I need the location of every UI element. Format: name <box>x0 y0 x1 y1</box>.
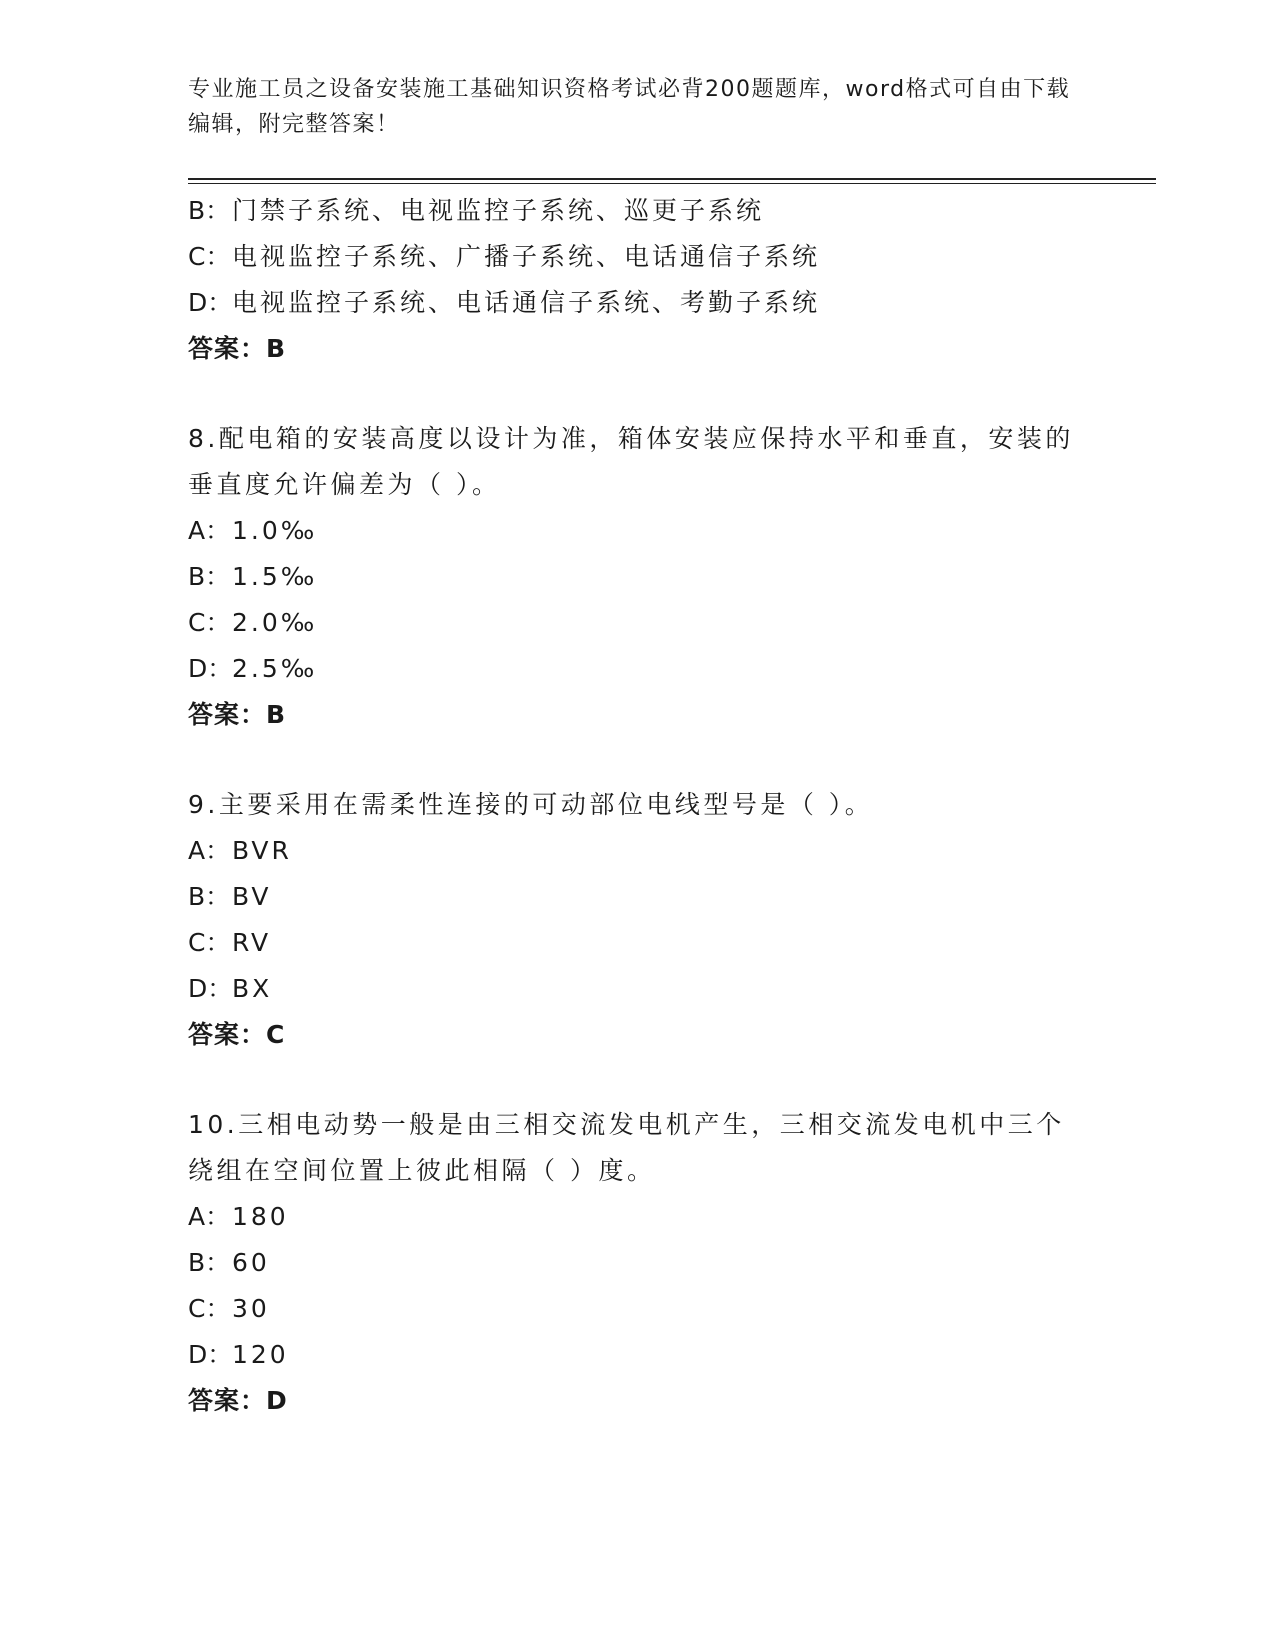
document-header: 专业施工员之设备安装施工基础知识资格考试必背200题题库，word格式可自由下载编辑，附完整答案！ <box>188 77 1071 137</box>
question-7 <box>188 188 1088 372</box>
option-text: 1.5‰ <box>232 562 318 591</box>
spacer <box>188 1058 1088 1102</box>
answer: 答案：C <box>188 1020 286 1049</box>
option-b <box>188 554 1088 600</box>
option-text: BX <box>232 974 273 1003</box>
option-text: 电视监控子系统、广播子系统、电话通信子系统 <box>232 242 821 271</box>
option-label: D： <box>188 974 233 1003</box>
option-b <box>188 1240 1088 1286</box>
option-label: C： <box>188 608 231 637</box>
option-text: BVR <box>232 836 292 865</box>
option-label: B： <box>188 1248 231 1277</box>
question-8 <box>188 416 1088 738</box>
option-label: A： <box>188 836 231 865</box>
option-text: 120 <box>232 1340 289 1369</box>
option-label: D： <box>188 654 233 683</box>
question-list <box>188 188 1088 1424</box>
option-label: D： <box>188 1340 233 1369</box>
option-text: 180 <box>232 1202 289 1231</box>
header-divider-thin <box>188 183 1156 184</box>
option-text: 门禁子系统、电视监控子系统、巡更子系统 <box>232 196 765 225</box>
option-label: C： <box>188 242 231 271</box>
option-a <box>188 1194 1088 1240</box>
option-label: C： <box>188 1294 231 1323</box>
question-text: 9.主要采用在需柔性连接的可动部位电线型号是（ ）。 <box>188 790 874 819</box>
option-b <box>188 188 1088 234</box>
option-c <box>188 1286 1088 1332</box>
option-b <box>188 874 1088 920</box>
spacer <box>188 372 1088 416</box>
option-c <box>188 234 1088 280</box>
option-d <box>188 646 1088 692</box>
option-text: 60 <box>232 1248 270 1277</box>
option-label: A： <box>188 1202 231 1231</box>
question-text: 10.三相电动势一般是由三相交流发电机产生，三相交流发电机中三个绕组在空间位置上彼此相隔（ ）度。 <box>188 1110 1065 1185</box>
question-9 <box>188 782 1088 1058</box>
header-divider-thick <box>188 178 1156 180</box>
option-text: 30 <box>232 1294 270 1323</box>
option-label: B： <box>188 196 231 225</box>
question-text: 8.配电箱的安装高度以设计为准，箱体安装应保持水平和垂直，安装的垂直度允许偏差为（ ）。 <box>188 424 1074 499</box>
option-c <box>188 920 1088 966</box>
spacer <box>188 738 1088 782</box>
option-a <box>188 828 1088 874</box>
option-text: 2.5‰ <box>232 654 318 683</box>
option-text: BV <box>232 882 272 911</box>
option-text: 电视监控子系统、电话通信子系统、考勤子系统 <box>232 288 821 317</box>
option-label: D： <box>188 288 233 317</box>
option-a <box>188 508 1088 554</box>
option-label: B： <box>188 562 231 591</box>
option-text: 2.0‰ <box>232 608 318 637</box>
option-c <box>188 600 1088 646</box>
answer: 答案：D <box>188 1386 288 1415</box>
option-label: A： <box>188 516 231 545</box>
answer: 答案：B <box>188 334 287 363</box>
question-10 <box>188 1102 1088 1424</box>
option-d <box>188 280 1088 326</box>
option-text: RV <box>232 928 272 957</box>
option-label: C： <box>188 928 231 957</box>
option-d <box>188 1332 1088 1378</box>
answer: 答案：B <box>188 700 287 729</box>
option-text: 1.0‰ <box>232 516 318 545</box>
option-d <box>188 966 1088 1012</box>
option-label: B： <box>188 882 231 911</box>
